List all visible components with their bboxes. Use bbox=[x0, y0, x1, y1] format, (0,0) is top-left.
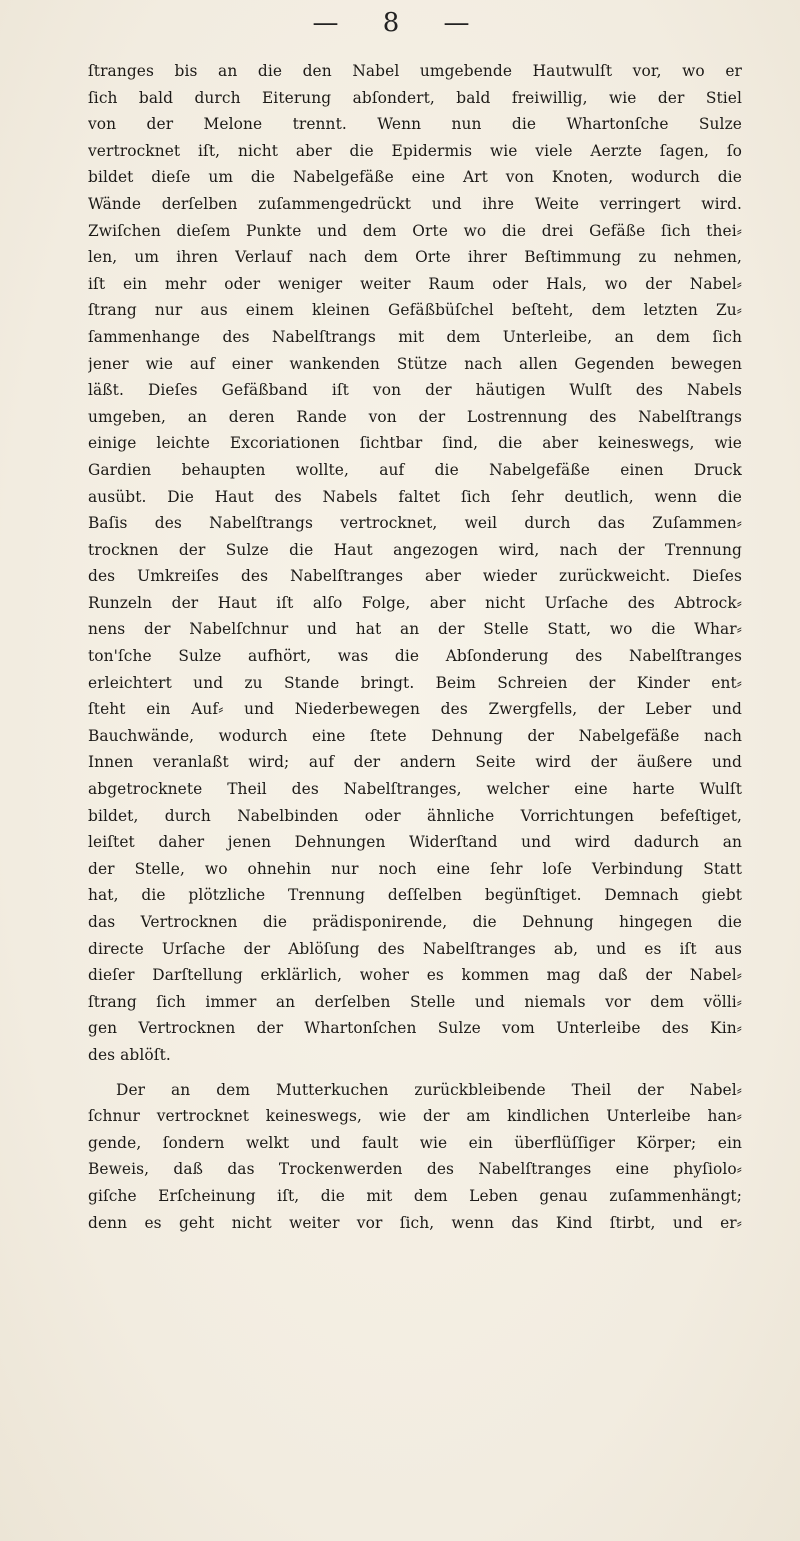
text-line: der Stelle, wo ohnehin nur noch eine ſehr loſe Verbindung Statt bbox=[88, 859, 742, 878]
text-line: gende, ſondern welkt und fault wie ein überflüſſiger Körper; ein bbox=[88, 1133, 742, 1152]
text-line: ſich bald durch Eiterung abſondert, bald freiwillig, wie der Stiel bbox=[88, 88, 742, 107]
text-line: bildet, durch Nabelbinden oder ähnliche Vorrichtungen befeſtiget, bbox=[88, 806, 742, 825]
text-line: des ablöſt. bbox=[88, 1045, 171, 1064]
text-line: directe Urſache der Ablöſung des Nabelſtranges ab, und es iſt aus bbox=[88, 939, 742, 958]
text-line: ausübt. Die Haut des Nabels faltet ſich ſehr deutlich, wenn die bbox=[88, 487, 742, 506]
text-line: denn es geht nicht weiter vor ſich, wenn das Kind ſtirbt, und er⸗ bbox=[88, 1213, 742, 1232]
text-line: Bauchwände, wodurch eine ſtete Dehnung der Nabelgefäße nach bbox=[88, 726, 742, 745]
text-line: läßt. Dieſes Gefäßband iſt von der häutigen Wulſt des Nabels bbox=[88, 381, 742, 400]
text-line: Zwiſchen dieſem Punkte und dem Orte wo die drei Gefäße ſich thei⸗ bbox=[88, 221, 742, 240]
body-text bbox=[88, 58, 742, 1236]
text-line: ſammenhange des Nabelſtrangs mit dem Unterleibe, an dem ſich bbox=[88, 327, 742, 346]
text-line: nens der Nabelſchnur und hat an der Stelle Statt, wo die Whar⸗ bbox=[88, 620, 742, 639]
text-line: des Umkreiſes des Nabelſtranges aber wieder zurückweicht. Dieſes bbox=[88, 567, 742, 586]
text-line: len, um ihren Verlauf nach dem Orte ihrer Beſtimmung zu nehmen, bbox=[88, 248, 742, 267]
page-number: — 8 — bbox=[312, 8, 488, 38]
text-line: erleichtert und zu Stande bringt. Beim Schreien der Kinder ent⸗ bbox=[88, 673, 742, 692]
text-line: abgetrocknete Theil des Nabelſtranges, welcher eine harte Wulſt bbox=[88, 780, 742, 799]
text-line: Beweis, daß das Trockenwerden des Nabelſtranges eine phyſiolo⸗ bbox=[88, 1160, 742, 1179]
text-line: trocknen der Sulze die Haut angezogen wird, nach der Trennung bbox=[88, 540, 742, 559]
text-line: umgeben, an deren Rande von der Lostrennung des Nabelſtrangs bbox=[88, 407, 742, 426]
paragraph bbox=[88, 1077, 742, 1237]
text-line: gen Vertrocknen der Whartonſchen Sulze vom Unterleibe des Kin⸗ bbox=[88, 1019, 742, 1038]
text-line: einige leichte Excoriationen ſichtbar ſind, die aber keineswegs, wie bbox=[88, 434, 742, 453]
text-line: vertrocknet iſt, nicht aber die Epidermis wie viele Aerzte ſagen, ſo bbox=[88, 141, 742, 160]
text-line: dieſer Darſtellung erklärlich, woher es kommen mag daß der Nabel⸗ bbox=[88, 966, 742, 985]
text-line: ſchnur vertrocknet keineswegs, wie der am kindlichen Unterleibe han⸗ bbox=[88, 1107, 742, 1126]
text-line: Wände derſelben zuſammengedrückt und ihre Weite verringert wird. bbox=[88, 194, 742, 213]
text-line: iſt ein mehr oder weniger weiter Raum oder Hals, wo der Nabel⸗ bbox=[88, 274, 742, 293]
paragraph-gap bbox=[88, 1069, 742, 1077]
paragraph bbox=[88, 58, 742, 1069]
text-line: leiſtet daher jenen Dehnungen Widerſtand und wird dadurch an bbox=[88, 833, 742, 852]
text-line: ton'ſche Sulze aufhört, was die Abſonderung des Nabelſtranges bbox=[88, 647, 742, 666]
text-line: Der an dem Mutterkuchen zurückbleibende Theil der Nabel⸗ bbox=[116, 1080, 742, 1099]
text-line: hat, die plötzliche Trennung deſſelben begünſtiget. Demnach giebt bbox=[88, 886, 742, 905]
text-line: Gardien behaupten wollte, auf die Nabelgefäße einen Druck bbox=[88, 460, 742, 479]
text-line: giſche Erſcheinung iſt, die mit dem Leben genau zuſammenhängt; bbox=[88, 1186, 742, 1205]
text-line: von der Melone trennt. Wenn nun die Whartonſche Sulze bbox=[88, 115, 742, 134]
text-line: bildet dieſe um die Nabelgefäße eine Art von Knoten, wodurch die bbox=[88, 168, 742, 187]
text-line: ſtrang ſich immer an derſelben Stelle und niemals vor dem völli⸗ bbox=[88, 992, 742, 1011]
text-line: ſteht ein Auf⸗ und Niederbewegen des Zwergfells, der Leber und bbox=[88, 700, 742, 719]
text-line: Baſis des Nabelſtrangs vertrocknet, weil durch das Zuſammen⸗ bbox=[88, 514, 742, 533]
text-line: ſtrang nur aus einem kleinen Gefäßbüſchel beſteht, dem letzten Zu⸗ bbox=[88, 301, 742, 320]
text-line: das Vertrocknen die prädisponirende, die Dehnung hingegen die bbox=[88, 913, 742, 931]
text-line: Innen veranlaßt wird; auf der andern Seite wird der äußere und bbox=[88, 753, 742, 772]
text-line: jener wie auf einer wankenden Stütze nach allen Gegenden bewegen bbox=[88, 354, 742, 373]
text-line: Runzeln der Haut iſt alſo Folge, aber nicht Urſache des Abtrock⸗ bbox=[88, 593, 742, 612]
text-line: ſtranges bis an die den Nabel umgebende Hautwulſt vor, wo er bbox=[88, 62, 742, 80]
